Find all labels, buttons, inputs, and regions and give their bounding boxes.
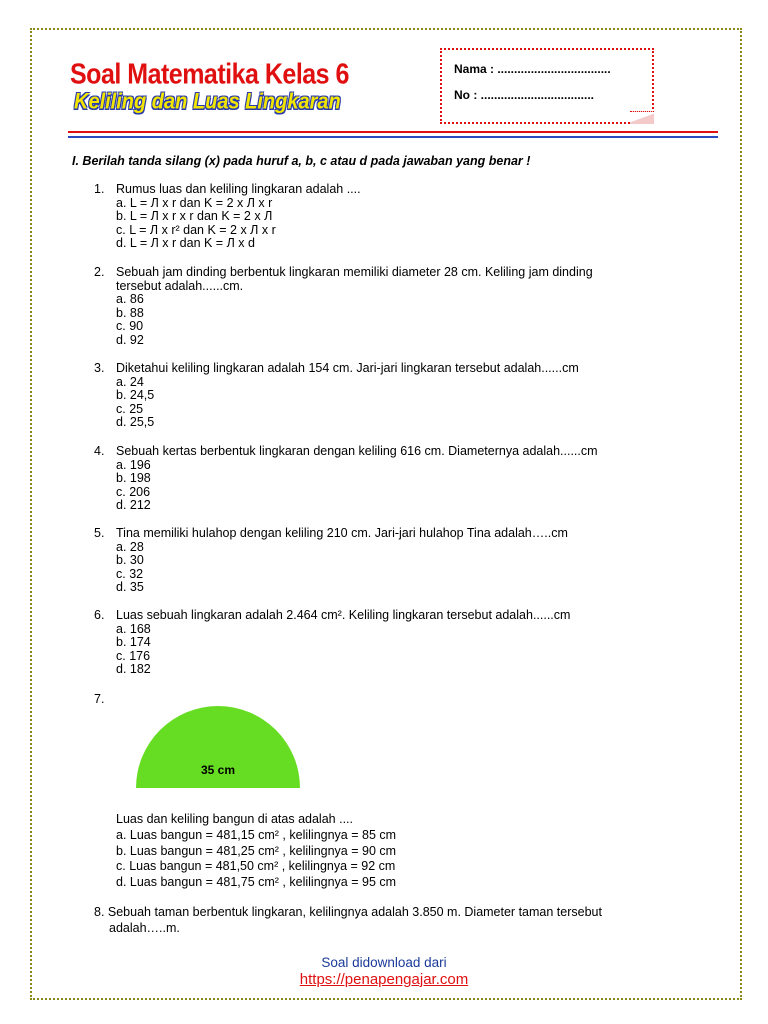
question-stem-continued: tersebut adalah......cm. <box>116 278 244 293</box>
question-number: 5. <box>94 526 105 540</box>
answer-option: b. 174 <box>116 635 151 650</box>
answer-option: d. L = Л x r dan K = Л x d <box>116 236 255 251</box>
answer-option: d. 35 <box>116 580 144 595</box>
question-4 <box>94 445 598 513</box>
question-8 <box>94 904 602 936</box>
answer-option: a. 86 <box>116 292 144 307</box>
number-field[interactable]: No : .................................. <box>454 88 595 102</box>
question-8-stem-line1: 8. Sebuah taman berbentuk lingkaran, kelilingnya adalah 3.850 m. Diameter taman tersebut <box>94 905 602 919</box>
page-curl-decoration <box>630 111 654 124</box>
question-5 <box>94 527 568 595</box>
answer-option: b. 198 <box>116 471 151 486</box>
header-divider-blue <box>68 136 718 138</box>
question-7-option-c: c. Luas bangun = 481,50 cm² , kelilingnya = 92 cm <box>116 859 396 874</box>
question-8-stem-line2: adalah…..m. <box>109 921 180 935</box>
answer-option: a. 168 <box>116 621 151 636</box>
question-7 <box>116 812 396 891</box>
question-7-option-a: a. Luas bangun = 481,15 cm² , kelilingnya = 85 cm <box>116 827 397 842</box>
question-stem: Tina memiliki hulahop dengan keliling 210 cm. Jari-jari hulahop Tina adalah…..cm <box>116 526 568 540</box>
answer-option: c. 206 <box>116 484 151 499</box>
question-7-option-d: d. Luas bangun = 481,75 cm² , kelilingnya = 95 cm <box>116 875 397 890</box>
question-stem: Luas sebuah lingkaran adalah 2.464 cm². Keliling lingkaran tersebut adalah......cm <box>116 608 571 622</box>
question-7-option-b: b. Luas bangun = 481,25 cm² , kelilingnya = 90 cm <box>116 843 397 858</box>
header-divider-red <box>68 131 718 133</box>
question-stem: Sebuah jam dinding berbentuk lingkaran memiliki diameter 28 cm. Keliling jam dinding <box>116 265 593 279</box>
answer-option: b. L = Л x r x r dan K = 2 x Л <box>116 209 273 224</box>
question-number: 4. <box>94 444 105 458</box>
question-7-number: 7. <box>94 692 105 706</box>
answer-option: c. 90 <box>116 319 144 334</box>
answer-option: c. L = Л x r² dan K = 2 x Л x r <box>116 222 276 237</box>
instruction-text: I. Berilah tanda silang (x) pada huruf a, b, c atau d pada jawaban yang benar ! <box>72 154 531 168</box>
question-2 <box>94 266 593 348</box>
question-1 <box>94 183 361 251</box>
answer-option: a. 24 <box>116 374 144 389</box>
answer-option: c. 25 <box>116 401 144 416</box>
answer-option: d. 25,5 <box>116 415 155 430</box>
worksheet-subtitle: Keliling dan Luas Lingkaran <box>74 90 341 115</box>
answer-option: b. 88 <box>116 305 144 320</box>
question-number: 2. <box>94 265 105 279</box>
question-6 <box>94 609 570 677</box>
answer-option: a. L = Л x r dan K = 2 x Л x r <box>116 195 273 210</box>
answer-option: d. 182 <box>116 662 151 677</box>
answer-option: c. 32 <box>116 566 144 581</box>
question-number: 1. <box>94 182 105 196</box>
question-number: 6. <box>94 608 105 622</box>
question-stem: Rumus luas dan keliling lingkaran adalah .... <box>116 182 361 196</box>
name-field[interactable]: Nama : .................................. <box>454 62 611 76</box>
answer-option: c. 176 <box>116 648 151 663</box>
footer-text: Soal didownload dari <box>321 955 447 970</box>
question-stem: Sebuah kertas berbentuk lingkaran dengan keliling 616 cm. Diameternya adalah......cm <box>116 444 598 458</box>
worksheet-title: Soal Matematika Kelas 6 <box>70 58 349 91</box>
question-7-stem: Luas dan keliling bangun di atas adalah .... <box>116 812 353 826</box>
footer-link[interactable]: https://penapengajar.com <box>299 971 469 988</box>
question-number: 3. <box>94 361 105 375</box>
answer-option: a. 28 <box>116 539 144 554</box>
question-stem: Diketahui keliling lingkaran adalah 154 cm. Jari-jari lingkaran tersebut adalah......cm <box>116 361 579 375</box>
semicircle-diameter-label: 35 cm <box>201 763 236 777</box>
answer-option: d. 92 <box>116 332 144 347</box>
answer-option: b. 24,5 <box>116 388 155 403</box>
answer-option: d. 212 <box>116 498 151 513</box>
answer-option: b. 30 <box>116 553 144 568</box>
answer-option: a. 196 <box>116 457 151 472</box>
question-3 <box>94 362 579 430</box>
student-info-box <box>440 48 654 124</box>
